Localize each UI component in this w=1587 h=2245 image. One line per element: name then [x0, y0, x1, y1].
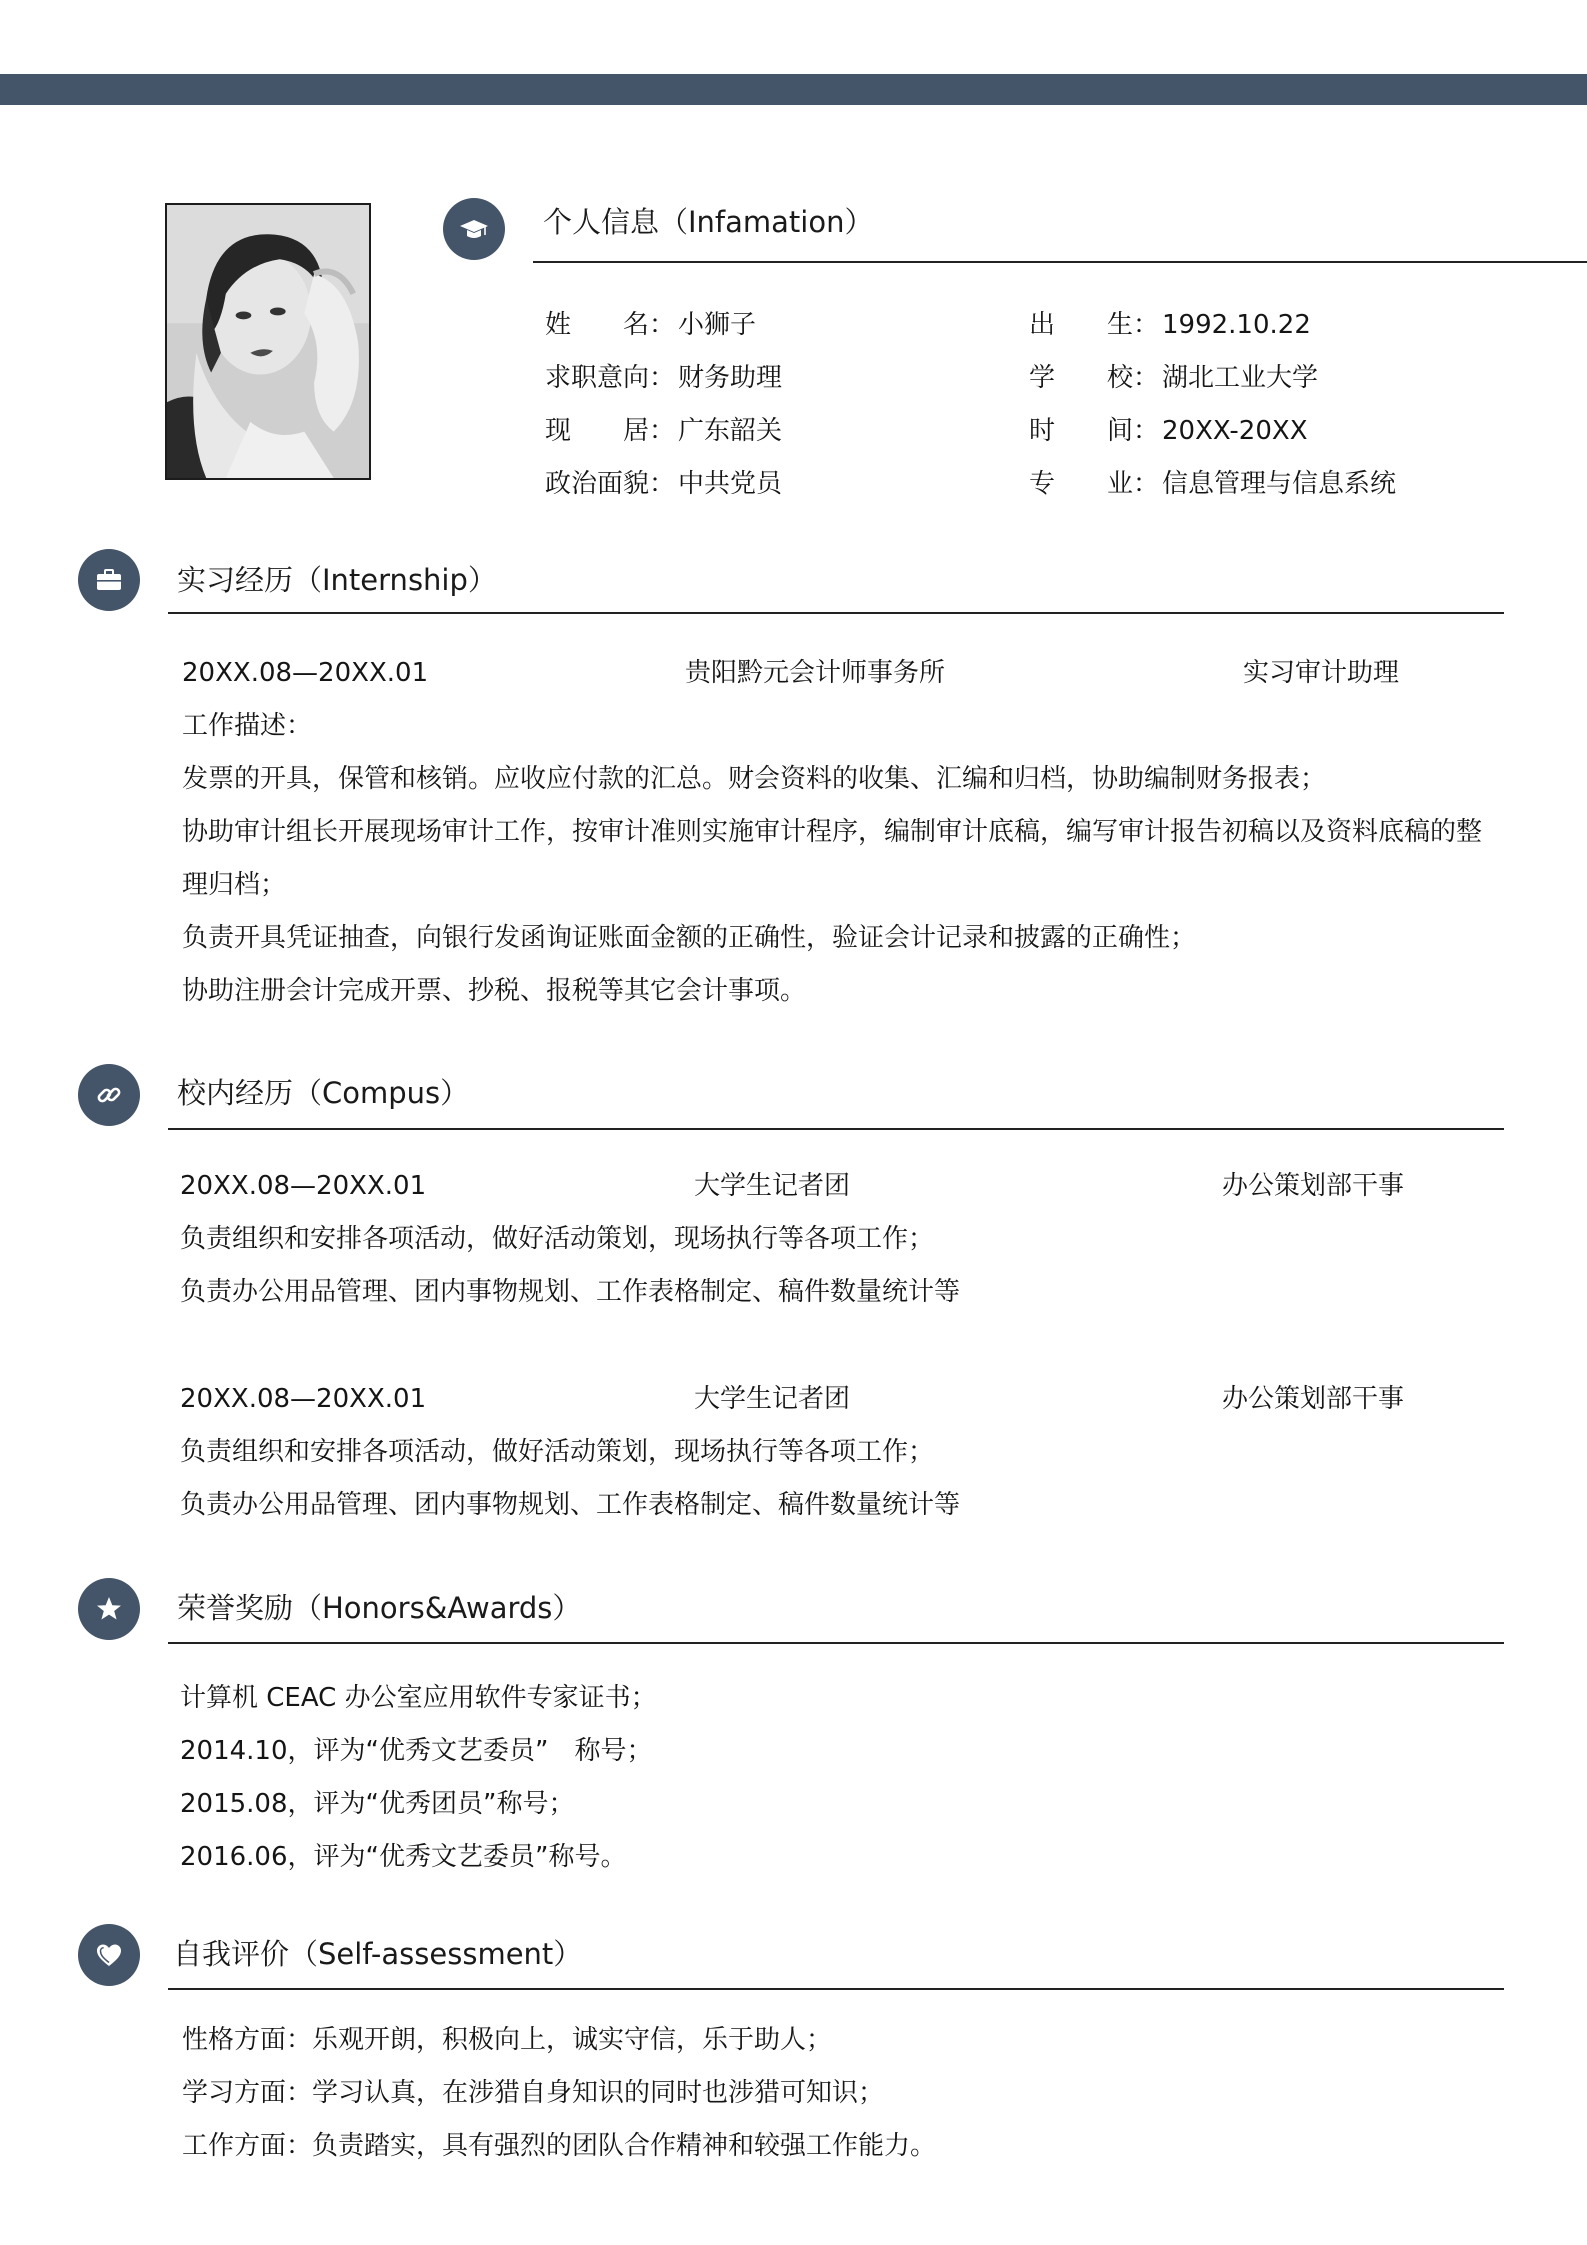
campus-entry-line: 负责组织和安排各项活动，做好活动策划，现场执行等各项工作；	[180, 1224, 935, 1254]
internship-line: 协助审计组长开展现场审计工作，按审计准则实施审计程序，编制审计底稿，编写审计报告初稿以及资料底稿的整	[182, 817, 1483, 847]
info-value-intent: 财务助理	[678, 363, 783, 393]
info-label-politics: 政治面貌：	[545, 469, 676, 499]
honors-line: 2014.10，评为“优秀文艺委员” 称号；	[180, 1736, 653, 1766]
info-label-intent: 求职意向：	[545, 363, 676, 393]
internship-org: 贵阳黔元会计师事务所	[685, 658, 946, 688]
campus-entry-line: 负责组织和安排各项活动，做好活动策划，现场执行等各项工作；	[180, 1437, 935, 1467]
honors-line: 2016.06，评为“优秀文艺委员”称号。	[180, 1842, 627, 1872]
campus-entry-date: 20XX.08—20XX.01	[180, 1171, 427, 1201]
self-line: 性格方面：乐观开朗，积极向上，诚实守信，乐于助人；	[182, 2025, 833, 2055]
info-label-name: 姓 名：	[545, 310, 676, 340]
section-title-self: 自我评价（Self-assessment）	[173, 1937, 583, 1971]
info-value-birth: 1992.10.22	[1162, 310, 1311, 340]
internship-line: 工作描述：	[182, 711, 313, 741]
section-title-info: 个人信息（Infamation）	[543, 205, 874, 239]
campus-entry-org: 大学生记者团	[694, 1384, 851, 1414]
section-divider-info	[533, 261, 1587, 263]
info-value-residence: 广东韶关	[678, 416, 783, 446]
info-value-name: 小狮子	[678, 310, 757, 340]
info-label-school: 学 校：	[1029, 363, 1160, 393]
star-icon	[78, 1578, 140, 1640]
section-divider-honors	[168, 1642, 1504, 1644]
info-label-major: 专 业：	[1029, 469, 1160, 499]
internship-line: 理归档；	[182, 870, 287, 900]
info-label-residence: 现 居：	[545, 416, 676, 446]
info-value-school: 湖北工业大学	[1162, 363, 1319, 393]
info-value-period: 20XX-20XX	[1162, 416, 1308, 446]
heart-icon	[78, 1924, 140, 1986]
honors-line: 计算机 CEAC 办公室应用软件专家证书；	[180, 1683, 657, 1713]
info-label-period: 时 间：	[1029, 416, 1160, 446]
briefcase-icon	[78, 549, 140, 611]
honors-line: 2015.08，评为“优秀团员”称号；	[180, 1789, 575, 1819]
graduation-cap-icon	[443, 198, 505, 260]
info-label-birth: 出 生：	[1029, 310, 1160, 340]
internship-line: 协助注册会计完成开票、抄税、报税等其它会计事项。	[182, 976, 807, 1006]
section-title-campus: 校内经历（Compus）	[177, 1076, 470, 1110]
self-line: 工作方面：负责踏实，具有强烈的团队合作精神和较强工作能力。	[182, 2131, 937, 2161]
campus-entry-role: 办公策划部干事	[1222, 1171, 1405, 1201]
section-divider-campus	[168, 1128, 1504, 1130]
campus-entry-role: 办公策划部干事	[1222, 1384, 1405, 1414]
internship-line: 负责开具凭证抽查，向银行发函询证账面金额的正确性，验证会计记录和披露的正确性；	[182, 923, 1197, 953]
internship-date: 20XX.08—20XX.01	[182, 658, 429, 688]
campus-entry-date: 20XX.08—20XX.01	[180, 1384, 427, 1414]
section-title-honors: 荣誉奖励（Honors&Awards）	[177, 1591, 582, 1625]
campus-entry-line: 负责办公用品管理、团内事物规划、工作表格制定、稿件数量统计等	[180, 1490, 961, 1520]
self-line: 学习方面：学习认真，在涉猎自身知识的同时也涉猎可知识；	[182, 2078, 885, 2108]
info-value-politics: 中共党员	[678, 469, 783, 499]
campus-entry-line: 负责办公用品管理、团内事物规划、工作表格制定、稿件数量统计等	[180, 1277, 961, 1307]
top-accent-bar	[0, 74, 1587, 105]
internship-role: 实习审计助理	[1243, 658, 1400, 688]
link-icon	[78, 1064, 140, 1126]
campus-entry-org: 大学生记者团	[694, 1171, 851, 1201]
internship-line: 发票的开具，保管和核销。应收应付款的汇总。财会资料的收集、汇编和归档，协助编制财务报表；	[182, 764, 1327, 794]
info-value-major: 信息管理与信息系统	[1162, 469, 1397, 499]
section-divider-self	[168, 1988, 1504, 1990]
section-divider-internship	[168, 612, 1504, 614]
section-title-internship: 实习经历（Internship）	[177, 563, 497, 597]
profile-photo	[165, 203, 371, 480]
